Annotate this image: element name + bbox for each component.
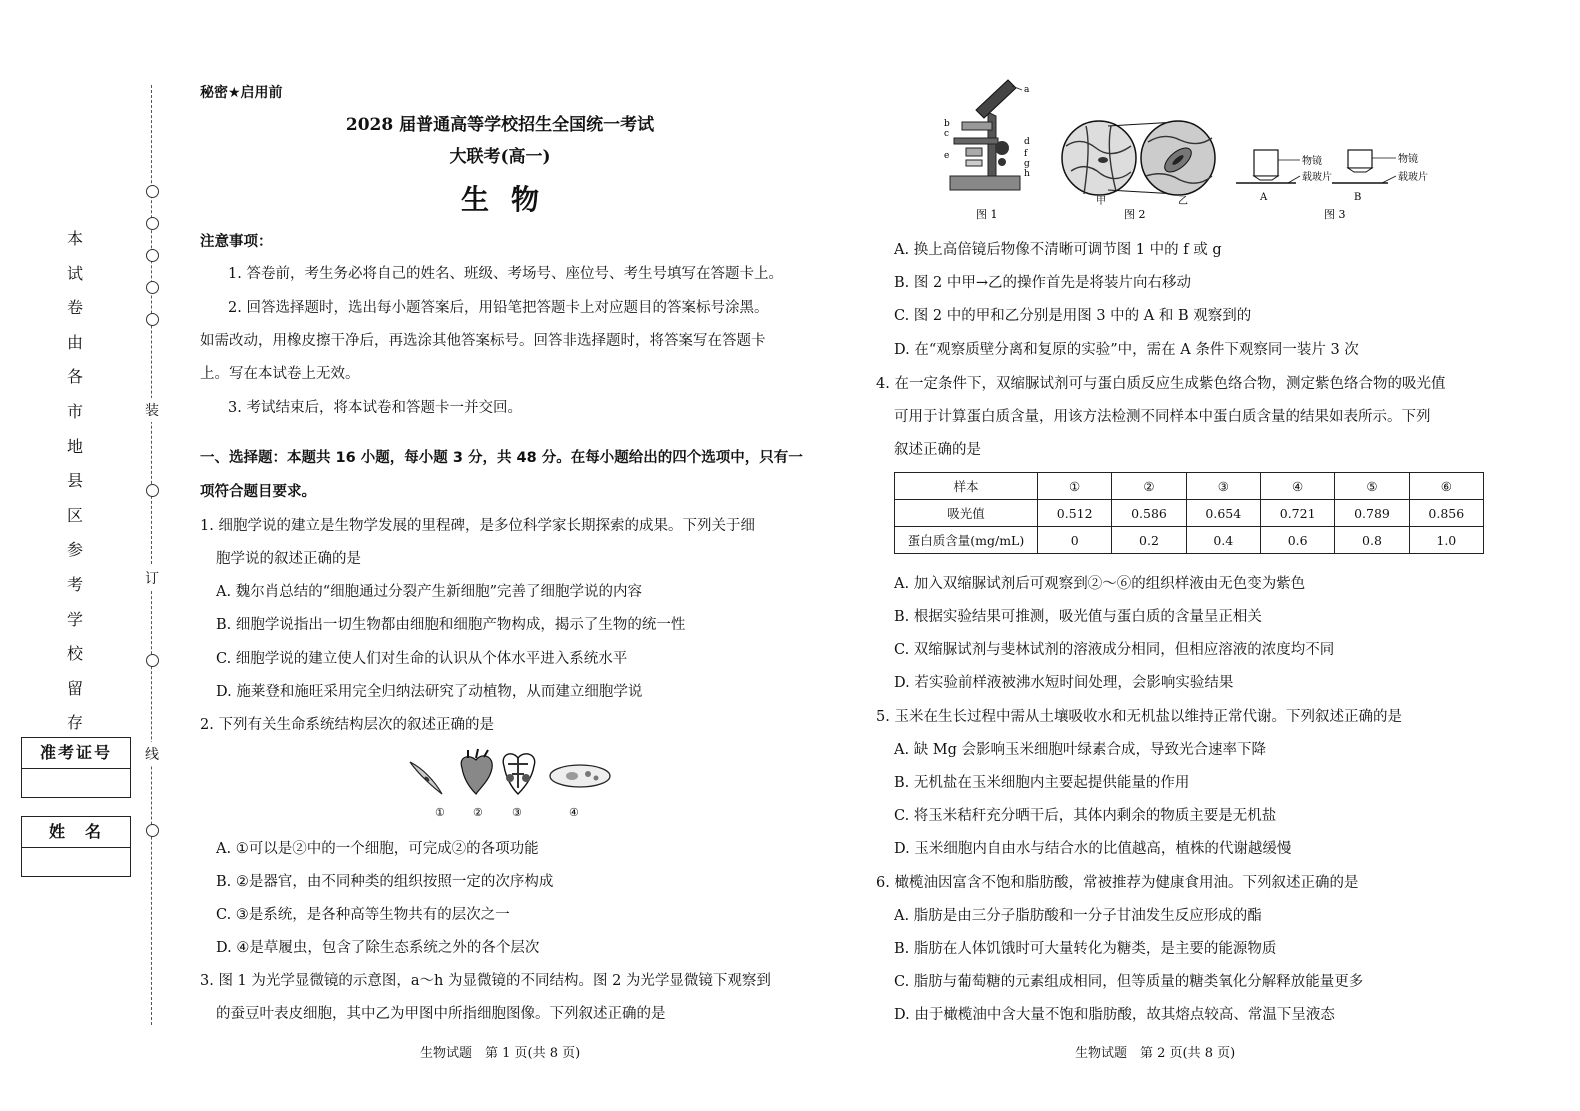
- q2-label-4: ④: [569, 806, 579, 819]
- fig1-letter-g: g: [1024, 159, 1030, 169]
- page-footer-left: 生物试题 第 1 页(共 8 页): [420, 1046, 581, 1061]
- bind-word-zhuang: 装: [145, 398, 159, 422]
- q2-option-c: C. ③是系统，是各种高等生物共有的层次之一: [216, 907, 510, 923]
- notes-title: 注意事项：: [200, 234, 273, 250]
- binding-char: 卷: [66, 298, 83, 318]
- objective-short-icon: [1332, 150, 1388, 183]
- q4-option-b: B. 根据实验结果可推测，吸光值与蛋白质的含量呈正相关: [894, 609, 1262, 625]
- q3-option-d: D. 在“观察质壁分离和复原的实验”中，需在 A 条件下观察同一装片 3 次: [894, 342, 1359, 358]
- q5-option-a: A. 缺 Mg 会影响玉米细胞叶绿素合成，导致光合速率下降: [894, 742, 1267, 758]
- leaf-epidermis-low-icon: [1062, 121, 1136, 195]
- exam-id-field[interactable]: [22, 769, 130, 797]
- binding-notice: [64, 222, 86, 741]
- binding-char: 学: [66, 609, 83, 629]
- q2-option-b: B. ②是器官，由不同种类的组织按照一定的次序构成: [216, 874, 554, 890]
- table-cell: ④: [1260, 473, 1334, 500]
- binding-char: 考: [66, 574, 83, 594]
- q6-option-d: D. 由于橄榄油中含大量不饱和脂肪酸，故其熔点较高、常温下呈液态: [894, 1007, 1335, 1023]
- muscle-cell-icon: [410, 762, 442, 794]
- fig3-caption: 图 3: [1324, 208, 1346, 221]
- q6-option-a: A. 脂肪是由三分子脂肪酸和一分子甘油发生反应形成的酯: [894, 908, 1262, 924]
- binding-hole: [146, 185, 159, 198]
- q2-figure: [400, 748, 620, 823]
- bind-word-ding: 订: [145, 566, 159, 590]
- table-cell: 1.0: [1409, 527, 1483, 554]
- q6-option-b: B. 脂肪在人体饥饿时可大量转化为糖类，是主要的能源物质: [894, 941, 1277, 957]
- fig2-caption: 图 2: [1124, 208, 1146, 221]
- note-2a: 2. 回答选择题时，选出每小题答案后，用铅笔把答题卡上对应题目的答案标号涂黑。: [228, 300, 769, 316]
- q4-stem-cont: 可用于计算蛋白质含量，用该方法检测不同样本中蛋白质含量的结果如表所示。下列: [894, 409, 1431, 425]
- binding-char: 校: [66, 644, 83, 664]
- binding-char: 本: [66, 229, 83, 248]
- table-cell: ②: [1112, 473, 1186, 500]
- q5-option-d: D. 玉米细胞内自由水与结合水的比值越高，植株的代谢越缓慢: [894, 841, 1292, 857]
- q2-label-1: ①: [435, 806, 445, 819]
- circulatory-system-icon: [503, 754, 535, 794]
- table-cell: 0.654: [1186, 500, 1260, 527]
- q1-stem-cont: 胞学说的叙述正确的是: [216, 551, 361, 567]
- secret-mark: 秘密★启用前: [200, 85, 283, 101]
- q6-option-c: C. 脂肪与葡萄糖的元素组成相同，但等质量的糖类氧化分解释放能量更多: [894, 974, 1364, 990]
- table-cell: ⑤: [1335, 473, 1409, 500]
- q2-label-2: ②: [473, 806, 483, 819]
- q5-option-c: C. 将玉米秸秆充分晒干后，其体内剩余的物质主要是无机盐: [894, 808, 1277, 824]
- binding-char: 县: [66, 471, 83, 491]
- table-cell: 0.6: [1260, 527, 1334, 554]
- q6-stem: 6. 橄榄油因富含不饱和脂肪酸，常被推荐为健康食用油。下列叙述正确的是: [876, 875, 1359, 891]
- section-heading-cont: 项符合题目要求。: [200, 484, 316, 500]
- row-header-protein: 蛋白质含量(mg/mL): [895, 527, 1038, 554]
- note-2b: 如需改动，用橡皮擦干净后，再选涂其他答案标号。回答非选择题时，将答案写在答题卡: [200, 333, 766, 349]
- binding-char: 地: [66, 436, 83, 456]
- fig3-b-label: B: [1354, 192, 1362, 203]
- binding-hole: [146, 217, 159, 230]
- fig1-letter-b: b: [944, 119, 950, 129]
- subject-title: 生物: [460, 183, 561, 216]
- q2-label-3: ③: [512, 806, 522, 819]
- q3-stem-cont: 的蚕豆叶表皮细胞，其中乙为甲图中所指细胞图像。下列叙述正确的是: [216, 1006, 666, 1022]
- q3-option-c: C. 图 2 中的甲和乙分别是用图 3 中的 A 和 B 观察到的: [894, 308, 1252, 324]
- fig1-letter-a: a: [1024, 85, 1030, 95]
- page-footer-right: 生物试题 第 2 页(共 8 页): [1075, 1046, 1236, 1061]
- binding-hole: [146, 281, 159, 294]
- fig1-letter-f: f: [1024, 149, 1028, 159]
- row-header-absorbance: 吸光值: [895, 500, 1038, 527]
- table-row: [895, 473, 1484, 500]
- note-3: 3. 考试结束后，将本试卷和答题卡一并交回。: [228, 400, 522, 416]
- exam-title: 2028 届普通高等学校招生全国统一考试: [345, 115, 655, 135]
- q3-option-a: A. 换上高倍镜后物像不清晰可调节图 1 中的 f 或 g: [894, 242, 1222, 258]
- binding-char: 试: [66, 263, 83, 283]
- heart-organ-icon: [461, 749, 492, 794]
- binding-hole: [146, 824, 159, 837]
- table-cell: 0.512: [1038, 500, 1112, 527]
- fig3-lens-label-b: 物镜: [1398, 154, 1418, 165]
- binding-hole: [146, 249, 159, 262]
- binding-hole: [146, 654, 159, 667]
- q2-stem: 2. 下列有关生命系统结构层次的叙述正确的是: [200, 717, 494, 733]
- q1-option-c: C. 细胞学说的建立使人们对生命的认识从个体水平进入系统水平: [216, 651, 628, 667]
- fig3-a-label: A: [1260, 192, 1268, 203]
- fig1-letter-h: h: [1024, 169, 1030, 179]
- fig3-slide-label-a: 载玻片: [1302, 172, 1332, 183]
- note-1: 1. 答卷前，考生务必将自己的姓名、班级、考场号、座位号、考生号填写在答题卡上。: [228, 266, 783, 282]
- q4-option-a: A. 加入双缩脲试剂后可观察到②～⑥的组织样液由无色变为紫色: [894, 576, 1306, 592]
- note-2c: 上。写在本试卷上无效。: [200, 366, 360, 382]
- exam-id-label: 准考证号: [22, 738, 130, 769]
- objective-long-icon: [1236, 150, 1296, 183]
- name-label: 姓 名: [22, 817, 130, 848]
- q1-option-a: A. 魏尔肖总结的“细胞通过分裂产生新细胞”完善了细胞学说的内容: [216, 584, 643, 600]
- q2-option-a: A. ①可以是②中的一个细胞，可完成②的各项功能: [216, 841, 539, 857]
- fig1-letter-e: e: [944, 151, 950, 161]
- binding-hole: [146, 484, 159, 497]
- q1-option-d: D. 施莱登和施旺采用完全归纳法研究了动植物，从而建立细胞学说: [216, 684, 643, 700]
- table-cell: ①: [1038, 473, 1112, 500]
- binding-char: 留: [66, 678, 83, 698]
- q4-stem-cont2: 叙述正确的是: [894, 442, 981, 458]
- table-cell: 0.721: [1260, 500, 1334, 527]
- table-cell: 0.4: [1186, 527, 1260, 554]
- binding-hole: [146, 313, 159, 326]
- table-cell: ③: [1186, 473, 1260, 500]
- q1-option-b: B. 细胞学说指出一切生物都由细胞和细胞产物构成，揭示了生物的统一性: [216, 617, 686, 633]
- q4-option-c: C. 双缩脲试剂与斐林试剂的溶液成分相同，但相应溶液的浓度均不同: [894, 642, 1335, 658]
- table-cell: 0.586: [1112, 500, 1186, 527]
- q3-figures: [936, 76, 1446, 224]
- binding-char: 参: [66, 540, 83, 560]
- fig1-letter-c: c: [944, 129, 950, 139]
- microscope-icon: [950, 80, 1020, 190]
- q3-option-b: B. 图 2 中甲→乙的操作首先是将装片向右移动: [894, 275, 1191, 291]
- binding-char: 市: [66, 401, 83, 421]
- table-cell: ⑥: [1409, 473, 1483, 500]
- section-heading: 一、选择题：本题共 16 小题，每小题 3 分，共 48 分。在每小题给出的四个选项中，只有一: [200, 450, 803, 466]
- binding-char: 存: [66, 713, 83, 733]
- fig3-slide-label-b: 载玻片: [1398, 172, 1428, 183]
- fig1-caption: 图 1: [976, 208, 998, 221]
- q5-option-b: B. 无机盐在玉米细胞内主要起提供能量的作用: [894, 775, 1190, 791]
- table-row: [895, 500, 1484, 527]
- q4-data-table: [894, 472, 1484, 554]
- table-row: [895, 527, 1484, 554]
- bind-word-xian: 线: [145, 742, 159, 766]
- table-cell: 0.2: [1112, 527, 1186, 554]
- paramecium-icon: [550, 765, 610, 787]
- q4-stem: 4. 在一定条件下，双缩脲试剂可与蛋白质反应生成紫色络合物，测定紫色络合物的吸光值: [876, 376, 1446, 392]
- name-box[interactable]: [21, 816, 131, 877]
- fig1-letter-d: d: [1024, 137, 1030, 147]
- exam-subtitle: 大联考(高一): [449, 147, 551, 167]
- q5-stem: 5. 玉米在生长过程中需从土壤吸收水和无机盐以维持正常代谢。下列叙述正确的是: [876, 709, 1402, 725]
- q1-stem: 1. 细胞学说的建立是生物学发展的里程碑，是多位科学家长期探索的成果。下列关于细: [200, 518, 755, 534]
- exam-id-box[interactable]: [21, 737, 131, 798]
- table-cell: 0.8: [1335, 527, 1409, 554]
- table-cell: 0.789: [1335, 500, 1409, 527]
- binding-char: 区: [66, 505, 83, 525]
- fig3-lens-label-a: 物镜: [1302, 156, 1322, 167]
- q3-stem: 3. 图 1 为光学显微镜的示意图，a～h 为显微镜的不同结构。图 2 为光学显微镜下观察到: [200, 973, 771, 989]
- leaf-epidermis-high-icon: [1141, 121, 1215, 195]
- name-field[interactable]: [22, 848, 130, 876]
- table-cell: 0.856: [1409, 500, 1483, 527]
- q2-option-d: D. ④是草履虫，包含了除生态系统之外的各个层次: [216, 940, 540, 956]
- fig2-jia: 甲: [1096, 196, 1106, 207]
- binding-char: 各: [66, 367, 83, 387]
- fig2-yi: 乙: [1178, 196, 1188, 207]
- table-cell: 0: [1038, 527, 1112, 554]
- row-header-sample: 样本: [895, 473, 1038, 500]
- binding-char: 由: [66, 332, 83, 352]
- q4-option-d: D. 若实验前样液被沸水短时间处理，会影响实验结果: [894, 675, 1234, 691]
